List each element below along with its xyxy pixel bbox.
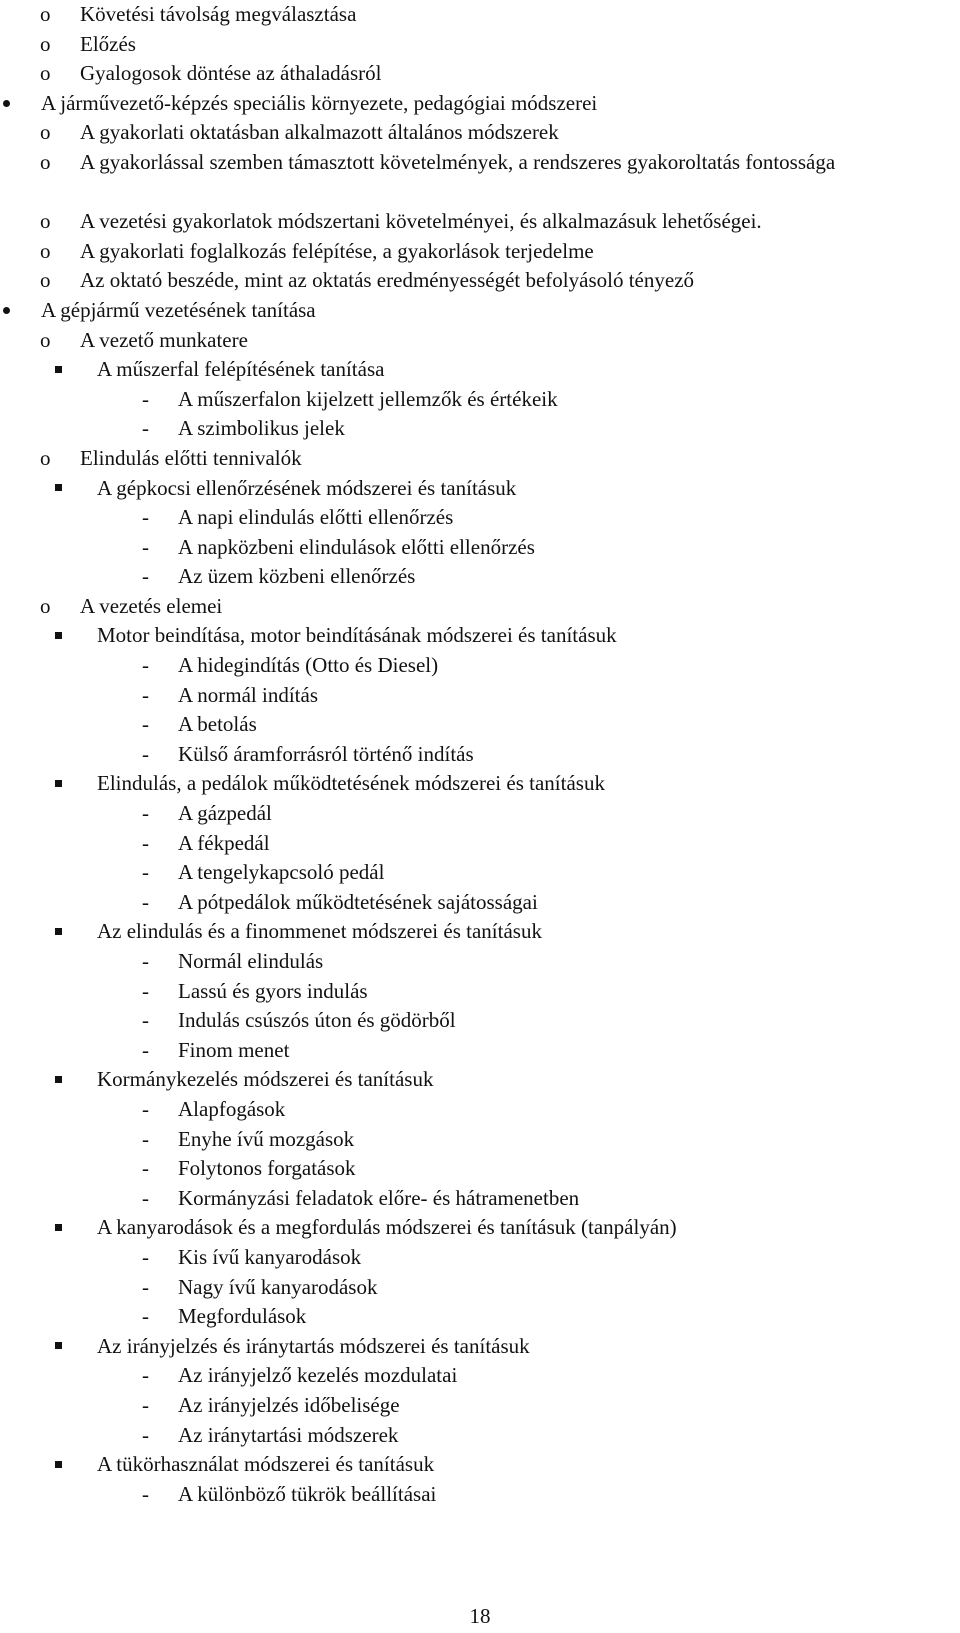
outline-item-text: Kormányzási feladatok előre- és hátramenetben: [178, 1185, 580, 1210]
square-bullet-icon: [55, 474, 62, 504]
outline-item-text: A pótpedálok működtetésének sajátosságai: [178, 889, 538, 914]
outline-item-text: Külső áramforrásról történő indítás: [178, 741, 474, 766]
dash-marker: -: [142, 1185, 149, 1210]
outline-item-text: Nagy ívű kanyarodások: [178, 1274, 378, 1299]
outline-item-dash: [0, 1421, 960, 1451]
outline-item-text: A napi elindulás előtti ellenőrzés: [178, 505, 454, 530]
outline-item-dash: [0, 858, 960, 888]
outline-item-dash: [0, 1036, 960, 1066]
circle-bullet-marker: o: [40, 2, 51, 26]
outline-item-bullet: [0, 296, 960, 326]
outline-item-dash: [0, 888, 960, 918]
dash-marker: -: [142, 1481, 149, 1506]
square-bullet-icon: [55, 1065, 62, 1095]
circle-bullet-marker: o: [40, 149, 51, 174]
outline-item-text: Lassú és gyors indulás: [178, 978, 368, 1003]
outline-item-text: A tükörhasználat módszerei és tanításuk: [97, 1452, 435, 1477]
outline-item-dash: [0, 414, 960, 444]
dash-marker: -: [142, 386, 149, 411]
square-bullet-icon: [55, 621, 62, 651]
dash-marker: -: [142, 564, 149, 589]
square-bullet-icon: [55, 355, 62, 385]
dash-marker: -: [142, 741, 149, 766]
outline-item-text: Finom menet: [178, 1037, 290, 1062]
outline-item-text: Gyalogosok döntése az áthaladásról: [80, 61, 382, 86]
dash-marker: -: [142, 682, 149, 707]
dash-marker: -: [142, 1422, 149, 1447]
outline-item-text: Kormánykezelés módszerei és tanításuk: [97, 1067, 434, 1092]
square-bullet-icon: [55, 769, 62, 799]
outline-item-text: A szimbolikus jelek: [178, 416, 345, 441]
outline-item-dash: [0, 710, 960, 740]
outline-item-dash: [0, 533, 960, 563]
page-number: 18: [469, 1604, 491, 1628]
circle-bullet-marker: o: [40, 61, 51, 86]
dash-marker: -: [142, 712, 149, 737]
outline-item-text: Követési távolság megválasztása: [80, 2, 357, 26]
outline-item-text: A különböző tükrök beállításai: [178, 1481, 437, 1506]
outline-item-dash: [0, 1273, 960, 1303]
dash-marker: -: [142, 949, 149, 973]
outline-item-dash: [0, 562, 960, 592]
dash-marker: -: [142, 505, 149, 530]
square-bullet-icon: [55, 1213, 62, 1243]
dash-marker: -: [142, 1392, 149, 1417]
outline-item-circle: [0, 592, 960, 622]
outline-item-text: Megfordulások: [178, 1304, 307, 1329]
dash-marker: -: [142, 978, 149, 1003]
outline-item-text: Az oktató beszéde, mint az oktatás eredményességét befolyásoló tényező: [80, 268, 695, 293]
dash-marker: -: [142, 860, 149, 885]
outline-item-circle: [0, 326, 960, 356]
dash-marker: -: [142, 1244, 149, 1269]
dash-marker: -: [142, 1274, 149, 1299]
outline-item-dash: [0, 1184, 960, 1214]
outline-item-text: Az elindulás és a finommenet módszerei és tanításuk: [97, 919, 542, 944]
outline-item-text: A tengelykapcsoló pedál: [178, 860, 385, 885]
outline-item-text: A gépkocsi ellenőrzésének módszerei és tanításuk: [97, 475, 517, 500]
outline-item-text: Folytonos forgatások: [178, 1156, 356, 1181]
outline-item-text: A vezető munkatere: [80, 327, 248, 352]
outline-item-text: Enyhe ívű mozgások: [178, 1126, 355, 1151]
dash-marker: -: [142, 801, 149, 826]
outline-item-text: Indulás csúszós úton és gödörből: [178, 1008, 456, 1033]
dash-marker: -: [142, 1363, 149, 1388]
outline-item-square: [0, 621, 960, 651]
outline-item-dash: [0, 385, 960, 415]
outline-item-dash: [0, 977, 960, 1007]
outline-item-dash: [0, 681, 960, 711]
outline-item-dash: [0, 1125, 960, 1155]
outline-item-circle: [0, 237, 960, 267]
outline-item-text: A gyakorlati foglalkozás felépítése, a gyakorlások terjedelme: [80, 238, 594, 263]
outline-item-dash: [0, 740, 960, 770]
outline-item-text: A vezetési gyakorlatok módszertani követelményei, és alkalmazásuk lehetőségei.: [80, 209, 762, 234]
outline-item-dash: [0, 1361, 960, 1391]
outline-item-text: A járművezető-képzés speciális környezete, pedagógiai módszerei: [41, 90, 598, 115]
outline-item-text: A gyakorlással szemben támasztott követelmények, a rendszeres gyakoroltatás fontossága: [80, 149, 836, 174]
dash-marker: -: [142, 889, 149, 914]
dash-marker: -: [142, 1156, 149, 1181]
outline-item-dash: [0, 829, 960, 859]
square-bullet-icon: [55, 1450, 62, 1480]
outline-item-dash: [0, 947, 960, 977]
outline-item-text: Az üzem közbeni ellenőrzés: [178, 564, 416, 589]
outline-item-text: Az irányjelzés időbelisége: [178, 1392, 400, 1417]
dash-marker: -: [142, 534, 149, 559]
outline-item-dash: [0, 503, 960, 533]
outline-item-text: A betolás: [178, 712, 257, 737]
outline-item-text: Motor beindítása, motor beindításának módszerei és tanításuk: [97, 623, 617, 648]
outline-item-text: A gépjármű vezetésének tanítása: [41, 297, 316, 322]
outline-item-text: Az irányjelző kezelés mozdulatai: [178, 1363, 458, 1388]
outline-item-square: [0, 1332, 960, 1362]
outline-item-square: [0, 1213, 960, 1243]
outline-item-circle: [0, 148, 960, 207]
circle-bullet-marker: o: [40, 327, 51, 352]
outline-item-text: A műszerfal felépítésének tanítása: [97, 357, 385, 382]
outline-item-square: [0, 355, 960, 385]
outline-item-dash: [0, 1095, 960, 1125]
dash-marker: -: [142, 1096, 149, 1121]
outline-item-text: Az irányjelzés és iránytartás módszerei és tanításuk: [97, 1333, 530, 1358]
outline-item-dash: [0, 651, 960, 681]
outline-item-text: Alapfogások: [178, 1096, 286, 1121]
outline-item-text: Elindulás, a pedálok működtetésének módszerei és tanításuk: [97, 771, 605, 796]
outline-item-bullet: [0, 89, 960, 119]
dash-marker: -: [142, 1304, 149, 1329]
circle-bullet-marker: o: [40, 209, 51, 234]
outline-item-square: [0, 1065, 960, 1095]
circle-bullet-marker: o: [40, 31, 51, 56]
outline-item-dash: [0, 799, 960, 829]
circle-bullet-marker: o: [40, 238, 51, 263]
outline-item-text: Normál elindulás: [178, 949, 324, 973]
dash-marker: -: [142, 1126, 149, 1151]
outline-item-text: A napközbeni elindulások előtti ellenőrzés: [178, 534, 535, 559]
outline-item-dash: [0, 1154, 960, 1184]
circle-bullet-marker: o: [40, 268, 51, 293]
outline-item-text: Kis ívű kanyarodások: [178, 1244, 362, 1269]
dash-marker: -: [142, 830, 149, 855]
outline-item-dash: [0, 1480, 960, 1510]
outline-item-text: A műszerfalon kijelzett jellemzők és értékeik: [178, 386, 558, 411]
outline-item-text: A fékpedál: [178, 830, 270, 855]
bullet-dot-icon: [3, 89, 10, 119]
outline-item-circle: [0, 118, 960, 148]
dash-marker: -: [142, 1008, 149, 1033]
outline-item-circle: [0, 444, 960, 474]
square-bullet-icon: [55, 1332, 62, 1362]
outline-item-circle: [0, 59, 960, 89]
outline-item-dash: [0, 1391, 960, 1421]
outline-item-circle: [0, 207, 960, 237]
outline-item-circle: [0, 0, 960, 30]
circle-bullet-marker: o: [40, 593, 51, 618]
outline-item-dash: [0, 1006, 960, 1036]
outline-item-text: Az iránytartási módszerek: [178, 1422, 399, 1447]
outline-item-circle: [0, 30, 960, 60]
outline-item-dash: [0, 1243, 960, 1273]
outline-item-text: A normál indítás: [178, 682, 318, 707]
outline-item-text: Előzés: [80, 31, 136, 56]
outline-item-square: [0, 474, 960, 504]
outline-item-circle: [0, 266, 960, 296]
bullet-dot-icon: [3, 296, 10, 326]
circle-bullet-marker: o: [40, 120, 51, 145]
dash-marker: -: [142, 1037, 149, 1062]
dash-marker: -: [142, 416, 149, 441]
square-bullet-icon: [55, 917, 62, 947]
outline-item-text: Elindulás előtti tennivalók: [80, 445, 302, 470]
outline-item-square: [0, 769, 960, 799]
outline-item-text: A vezetés elemei: [80, 593, 223, 618]
outline-item-square: [0, 1450, 960, 1480]
dash-marker: -: [142, 653, 149, 678]
outline-item-text: A gázpedál: [178, 801, 272, 826]
outline-item-text: A kanyarodások és a megfordulás módszerei és tanításuk (tanpályán): [97, 1215, 677, 1240]
circle-bullet-marker: o: [40, 445, 51, 470]
outline-item-text: A hidegindítás (Otto és Diesel): [178, 653, 439, 678]
outline-item-square: [0, 917, 960, 947]
outline-item-dash: [0, 1302, 960, 1332]
outline-item-text: A gyakorlati oktatásban alkalmazott általános módszerek: [80, 120, 559, 145]
